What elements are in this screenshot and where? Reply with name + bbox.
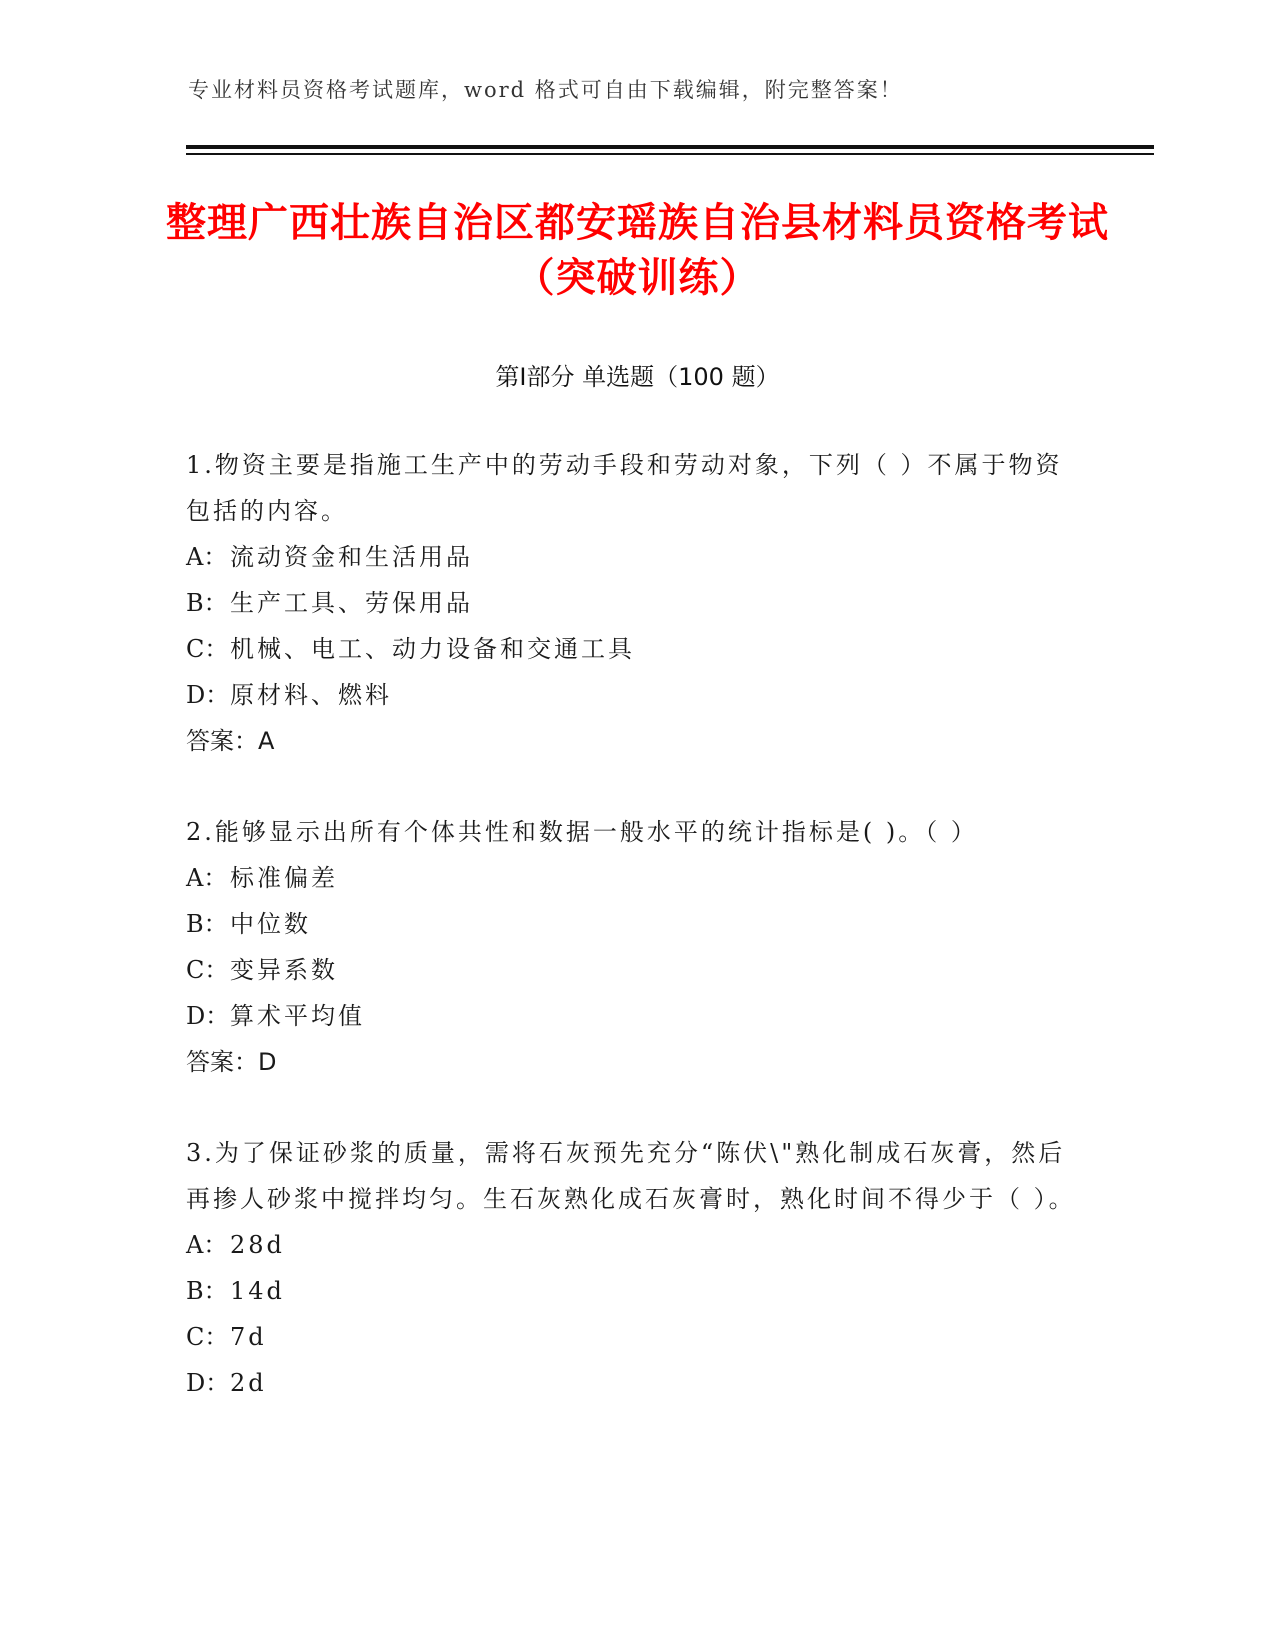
- section-title: 第Ⅰ部分 单选题（100 题）: [495, 363, 780, 391]
- header-note: 专业材料员资格考试题库，word 格式可自由下载编辑，附完整答案！: [188, 78, 903, 102]
- header-rule-thin: [186, 153, 1154, 155]
- header-rule-thick: [186, 145, 1154, 149]
- option-key: C：: [186, 1323, 229, 1351]
- option-key: B：: [186, 910, 228, 938]
- option-c: [186, 1314, 1076, 1360]
- option-a: [186, 855, 1076, 901]
- question-stem: 2.能够显示出所有个体共性和数据一般水平的统计指标是( )。（ ）: [186, 818, 978, 846]
- option-b: [186, 901, 1076, 947]
- option-key: B：: [186, 589, 228, 617]
- option-text: 14d: [230, 1277, 285, 1305]
- question-answer: 答案：D: [186, 1048, 277, 1076]
- option-a: [186, 534, 1076, 580]
- option-text: 机械、电工、动力设备和交通工具: [230, 635, 635, 663]
- option-text: 算术平均值: [230, 1002, 365, 1030]
- option-d: [186, 993, 1076, 1039]
- option-d: [186, 672, 1076, 718]
- question-3: [186, 1130, 1076, 1406]
- option-text: 标准偏差: [230, 864, 338, 892]
- option-c: [186, 947, 1076, 993]
- option-text: 2d: [230, 1369, 267, 1397]
- option-b: [186, 1268, 1076, 1314]
- option-key: C：: [186, 635, 229, 663]
- option-text: 28d: [230, 1231, 285, 1259]
- option-key: B：: [186, 1277, 228, 1305]
- option-text: 流动资金和生活用品: [230, 543, 473, 571]
- option-text: 原材料、燃料: [230, 681, 392, 709]
- option-d: [186, 1360, 1076, 1406]
- question-list: [186, 442, 1076, 1451]
- option-key: A：: [186, 1231, 228, 1259]
- option-text: 变异系数: [230, 956, 338, 984]
- option-text: 中位数: [230, 910, 311, 938]
- option-text: 7d: [230, 1323, 267, 1351]
- document-title: 整理广西壮族自治区都安瑶族自治县材料员资格考试（突破训练）: [166, 200, 1109, 301]
- question-stem: 1.物资主要是指施工生产中的劳动手段和劳动对象，下列（ ）不属于物资包括的内容。: [186, 451, 1063, 525]
- option-key: A：: [186, 543, 228, 571]
- question-stem: 3.为了保证砂浆的质量，需将石灰预先充分“陈伏\"熟化制成石灰膏，然后再掺人砂浆中搅拌均匀。生石灰熟化成石灰膏时，熟化时间不得少于（ ）。: [186, 1139, 1076, 1213]
- question-1: [186, 442, 1076, 764]
- question-2: [186, 809, 1076, 1085]
- option-text: 生产工具、劳保用品: [230, 589, 473, 617]
- option-key: C：: [186, 956, 229, 984]
- option-a: [186, 1222, 1076, 1268]
- question-answer: 答案：A: [186, 727, 275, 755]
- option-key: D：: [186, 681, 230, 709]
- option-c: [186, 626, 1076, 672]
- option-key: A：: [186, 864, 228, 892]
- option-key: D：: [186, 1002, 230, 1030]
- option-key: D：: [186, 1369, 230, 1397]
- option-b: [186, 580, 1076, 626]
